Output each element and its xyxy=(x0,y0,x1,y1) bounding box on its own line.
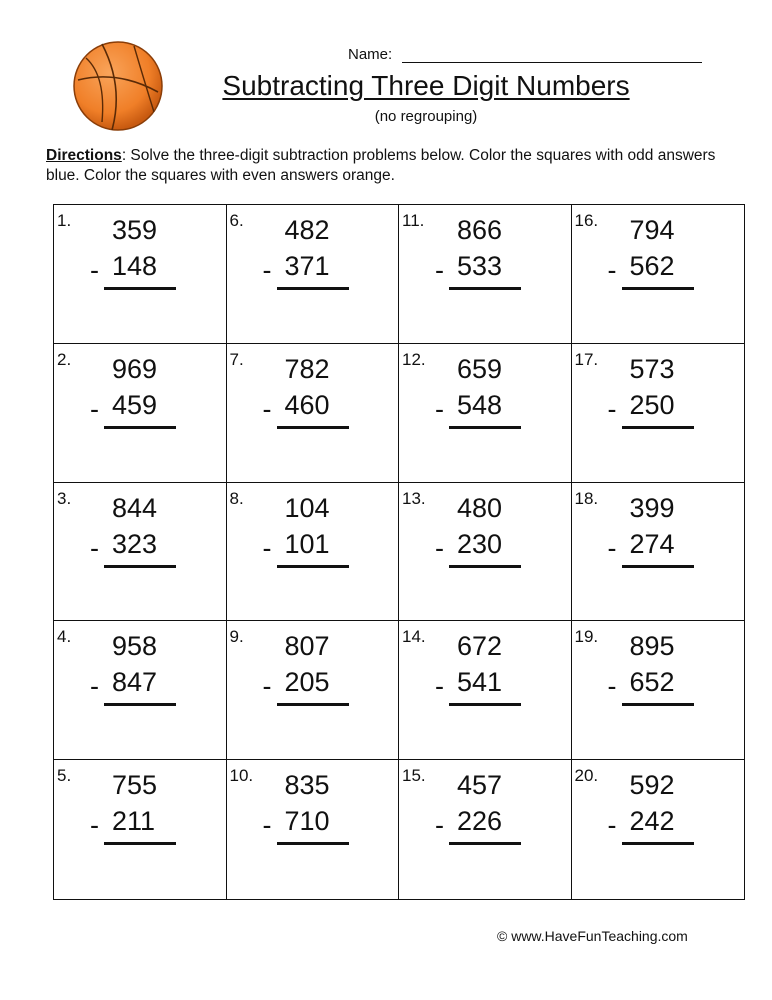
answer-line xyxy=(104,565,176,568)
minuend: 794 xyxy=(629,215,675,245)
problem-cell[interactable] xyxy=(54,344,227,483)
problem-cell[interactable] xyxy=(227,344,400,483)
problem-number: 5. xyxy=(57,766,72,786)
answer-line xyxy=(622,703,694,706)
problem-number: 1. xyxy=(57,211,72,230)
answer-line xyxy=(449,287,521,290)
answer-line xyxy=(449,842,521,845)
subtrahend: 148 xyxy=(112,251,158,281)
subtrahend: 226 xyxy=(457,806,503,837)
minuend: 958 xyxy=(112,631,158,662)
minuend: 104 xyxy=(284,492,330,523)
subtrahend: 847 xyxy=(112,667,158,698)
footer-copyright: © www.HaveFunTeaching.com xyxy=(497,928,688,944)
problem-number: 14. xyxy=(402,627,426,647)
problem-cell[interactable] xyxy=(572,344,745,483)
subtrahend: 652 xyxy=(629,667,675,698)
subtrahend: 205 xyxy=(284,667,330,698)
answer-line xyxy=(622,287,694,290)
answer-line xyxy=(277,703,349,706)
minuend: 835 xyxy=(284,770,330,801)
problem-cell[interactable] xyxy=(227,483,400,622)
minuend: 457 xyxy=(457,770,503,801)
directions xyxy=(46,146,736,186)
minus-sign: - xyxy=(90,810,99,841)
minuend: 573 xyxy=(629,353,675,384)
minus-sign: - xyxy=(262,671,272,702)
answer-line xyxy=(622,426,694,429)
problem-number: 18. xyxy=(574,488,599,508)
subtrahend: 459 xyxy=(112,389,158,420)
name-label: Name: xyxy=(348,46,393,63)
minuend: 482 xyxy=(284,215,330,245)
problem-number: 12. xyxy=(402,349,426,369)
problem-cell[interactable] xyxy=(572,760,745,899)
problem-cell[interactable] xyxy=(54,621,227,760)
problem-cell[interactable] xyxy=(399,205,572,344)
problem-number: 8. xyxy=(229,488,244,508)
problem-cell[interactable] xyxy=(399,344,572,483)
answer-line xyxy=(104,426,176,429)
problem-number: 15. xyxy=(402,766,426,786)
minuend: 844 xyxy=(112,492,158,523)
problem-cell[interactable] xyxy=(54,483,227,622)
minus-sign: - xyxy=(607,532,617,563)
problem-cell[interactable] xyxy=(227,621,400,760)
minus-sign: - xyxy=(607,255,617,285)
minus-sign: - xyxy=(90,255,99,285)
subtrahend: 548 xyxy=(457,389,503,420)
answer-line xyxy=(449,426,521,429)
directions-label: Directions xyxy=(46,147,122,164)
minuend: 480 xyxy=(457,492,503,523)
problem-cell[interactable] xyxy=(572,621,745,760)
problem-grid xyxy=(53,204,745,900)
subtrahend: 460 xyxy=(284,389,330,420)
problem-number: 19. xyxy=(574,627,599,647)
problem-number: 4. xyxy=(57,627,72,647)
answer-line xyxy=(622,565,694,568)
subtrahend: 242 xyxy=(629,806,675,837)
minuend: 969 xyxy=(112,353,158,384)
minuend: 672 xyxy=(457,631,503,662)
answer-line xyxy=(104,287,176,290)
page-title: Subtracting Three Digit Numbers xyxy=(222,70,630,101)
problem-cell[interactable] xyxy=(399,621,572,760)
minuend: 782 xyxy=(284,353,330,384)
problem-cell[interactable] xyxy=(572,205,745,344)
problem-number: 9. xyxy=(229,627,244,647)
minus-sign: - xyxy=(607,393,617,424)
subtrahend: 211 xyxy=(112,806,156,837)
minus-sign: - xyxy=(607,671,617,702)
answer-line xyxy=(622,842,694,845)
subtrahend: 323 xyxy=(112,528,158,559)
minuend: 659 xyxy=(457,353,503,384)
subtrahend: 562 xyxy=(629,251,675,281)
minuend: 399 xyxy=(629,492,675,523)
subtrahend: 250 xyxy=(629,389,675,420)
minus-sign: - xyxy=(435,671,444,702)
minuend: 592 xyxy=(629,770,675,801)
minus-sign: - xyxy=(262,255,272,285)
problem-number: 17. xyxy=(574,349,599,369)
answer-line xyxy=(104,703,176,706)
problem-number: 7. xyxy=(229,349,244,369)
problem-cell[interactable] xyxy=(227,760,400,899)
problem-number: 3. xyxy=(57,488,72,508)
subtrahend: 230 xyxy=(457,528,503,559)
problem-cell[interactable] xyxy=(399,483,572,622)
problem-number: 10. xyxy=(229,766,254,786)
subtrahend: 101 xyxy=(284,528,330,559)
minus-sign: - xyxy=(435,255,444,285)
answer-line xyxy=(449,565,521,568)
page-subtitle: (no regrouping) xyxy=(374,108,478,125)
problem-number: 20. xyxy=(574,766,599,786)
subtrahend: 274 xyxy=(629,528,675,559)
subtrahend: 541 xyxy=(457,667,503,698)
answer-line xyxy=(449,703,521,706)
minuend: 895 xyxy=(629,631,675,662)
answer-line xyxy=(277,287,349,290)
problem-number: 11. xyxy=(402,211,425,230)
minus-sign: - xyxy=(607,810,617,841)
problem-number: 16. xyxy=(574,211,599,230)
problem-cell[interactable] xyxy=(227,205,400,344)
answer-line xyxy=(277,565,349,568)
directions-text: : Solve the three-digit subtraction problems below. Color the squares with odd answers blue. Color the squares with even answers orange. xyxy=(46,147,716,184)
minus-sign: - xyxy=(435,810,444,841)
answer-line xyxy=(277,426,349,429)
minus-sign: - xyxy=(90,393,99,424)
answer-line xyxy=(104,842,176,845)
subtrahend: 371 xyxy=(284,251,330,281)
minus-sign: - xyxy=(435,532,444,563)
problem-number: 6. xyxy=(229,211,244,230)
minuend: 866 xyxy=(457,215,503,245)
problem-cell[interactable] xyxy=(54,205,227,344)
minuend: 755 xyxy=(112,770,158,801)
minus-sign: - xyxy=(90,532,99,563)
problem-cell[interactable] xyxy=(399,760,572,899)
minus-sign: - xyxy=(262,393,272,424)
minus-sign: - xyxy=(90,671,99,702)
minus-sign: - xyxy=(262,810,272,841)
name-field[interactable] xyxy=(402,62,702,63)
problem-cell[interactable] xyxy=(572,483,745,622)
answer-line xyxy=(277,842,349,845)
subtrahend: 710 xyxy=(284,806,330,837)
problem-cell[interactable] xyxy=(54,760,227,899)
problem-number: 13. xyxy=(402,488,426,508)
problem-number: 2. xyxy=(57,349,72,369)
subtrahend: 533 xyxy=(457,251,503,281)
minuend: 807 xyxy=(284,631,330,662)
minus-sign: - xyxy=(435,393,444,424)
minuend: 359 xyxy=(112,215,158,245)
minus-sign: - xyxy=(262,532,272,563)
